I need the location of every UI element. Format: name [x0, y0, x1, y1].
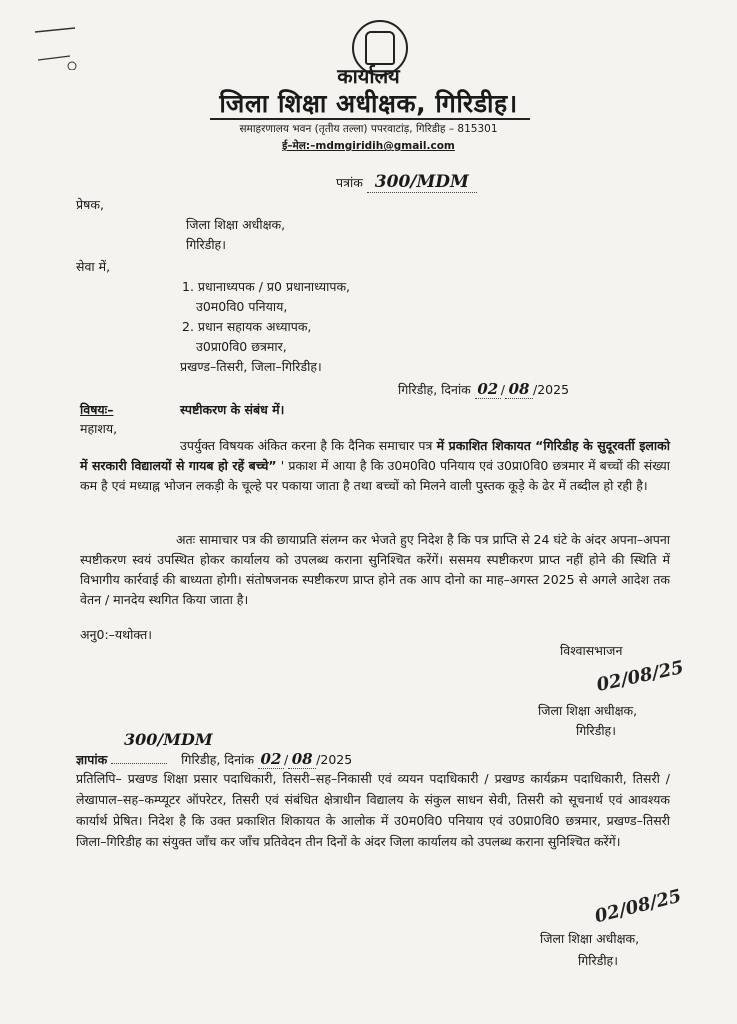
memo-label: ज्ञापांक — [76, 752, 108, 767]
office-name: जिला शिक्षा अधीक्षक, गिरिडीह। — [219, 89, 518, 118]
signature1-title: जिला शिक्षा अधीक्षक, — [538, 703, 638, 718]
sender-label: प्रेषक, — [76, 197, 104, 212]
signature-scribble-1: 02/08/25 — [594, 657, 686, 696]
header-rule — [210, 118, 530, 120]
subject-label: विषयः– — [80, 402, 114, 417]
signature1-place: गिरिडीह। — [576, 723, 616, 738]
enclosure-note: अनु0:–यथोक्त। — [80, 627, 152, 642]
signature2-title: जिला शिक्षा अधीक्षक, — [540, 931, 640, 946]
copy-text: प्रतिलिपि– प्रखण्ड शिक्षा प्रसार पदाधिकारी, तिसरी–सह–निकासी एवं व्ययन पदाधिकारी / प्रखण्ड कार्यक्रम पदाधिकारी, तिसरी / लेखापाल–सह–कम्प्यूटर ऑपरेटर, तिसरी एवं संबंधित क्षेत्राधीन विद्यालय के संकुल साधन सेवी, तिसरी को सूचनार्थ एवं आवश्यक कार्यार्थ प्रेषित। निदेश है कि उक्त प्रकाशित शिकायत के आलोक में उ0म0वि0 पनियाय एवं उ0प्रा0वि0 छत्रमार, प्रखण्ड–तिसरी जिला–गिरिडीह का संयुक्त जाँच कर जाँच प्रतिवेदन तीन दिनों के अंदर जिला कार्यालय को उपलब्ध कराना सुनिश्चित करेंगें। — [76, 771, 670, 849]
memo-handwritten-number: 300/MDM — [124, 730, 213, 749]
memo-date-day: 02 — [258, 750, 284, 769]
recipient-line5: प्रखण्ड–तिसरी, जिला–गिरिडीह। — [180, 359, 322, 374]
recipient-line1: 1. प्रधानाध्यपक / प्र0 प्रधानाध्यापक, — [182, 279, 351, 294]
recipient-line2: उ0म0वि0 पनियाय, — [196, 299, 288, 314]
subject-text: स्पष्टीकरण के संबंध में। — [180, 402, 285, 417]
closing-text: विश्वासभाजन — [560, 643, 623, 658]
letter-date-prefix: गिरिडीह, दिनांक — [398, 382, 471, 397]
body-p1-d: ' प्रकाश में आया है कि उ0म0वि0 पनियाय एवं उ0प्रा0वि0 छत्रमार में बच्चों की संख्या कम है एवं मध्याह्न भोजन लकड़ी के चूल्हे पर पकाया जाता है तथा बच्चों को मिलने वाली पुस्तक कूड़े के ढेर में तब्दील हो रही है। — [80, 458, 670, 493]
letter-date-month: 08 — [505, 380, 533, 399]
body-p1-c: “गिरिडीह के सुदूरवर्ती इलाको में सरकारी विद्यालयों से गायब हो रहें बच्चे” — [80, 438, 670, 473]
sender-line1: जिला शिक्षा अधीक्षक, — [186, 217, 286, 232]
recipient-line4: उ0प्रा0वि0 छत्रमार, — [196, 339, 287, 354]
office-label: कार्यालय — [337, 64, 400, 88]
letter-date-year: /2025 — [533, 382, 570, 397]
body-p1-a: उपर्युक्त विषयक अंकित करना है कि दैनिक समाचार पत्र — [180, 438, 433, 453]
recipient-label: सेवा में, — [76, 259, 111, 274]
sender-line2: गिरिडीह। — [186, 237, 226, 252]
memo-date-year: /2025 — [316, 752, 353, 767]
letter-date: गिरिडीह, दिनांक 02 / 08 /2025 — [398, 380, 570, 398]
office-email: ई–मेल:–mdmgiridih@gmail.com — [282, 140, 455, 152]
letter-number-value: 300/MDM — [367, 172, 477, 193]
office-address: समाहरणालय भवन (तृतीय तल्ला) पपरवाटांड़, गिरिडीह – 815301 — [239, 123, 498, 135]
body-p1-b: में प्रकाशित शिकायत — [436, 438, 531, 453]
memo-date-prefix: गिरिडीह, दिनांक — [181, 752, 254, 767]
letter-date-day: 02 — [475, 380, 501, 399]
salutation: महाशय, — [80, 421, 118, 436]
body-paragraph-2: अतः सामाचार पत्र की छायाप्रति संलग्न कर भेजते हुए निदेश है कि पत्र प्राप्ति से 24 घंटे के अंदर अपना–अपना स्पष्टीकरण स्वयं उपस्थित होकर कार्यालय को उपलब्ध कराना सुनिश्चित करेंगें। ससमय स्पष्टीकरण प्राप्त नहीं होने की स्थिति में विभागीय कार्रवाई की बाध्यता होगी। संतोषजनक स्पष्टीकरण प्राप्त होने तक आप दोनो का माह–अगस्त 2025 से अगले आदेश तक वेतन / मानदेय स्थगित किया जाता है। — [80, 532, 670, 607]
letter-number-label: पत्रांक — [336, 175, 363, 190]
signature2-place: गिरिडीह। — [578, 953, 618, 968]
memo-date-month: 08 — [288, 750, 316, 769]
memo-line: ज्ञापांक गिरिडीह, दिनांक 02 / 08 /2025 — [76, 750, 353, 768]
body-paragraph-1 — [80, 436, 670, 496]
recipient-line3: 2. प्रधान सहायक अध्यापक, — [182, 319, 312, 334]
letter-number — [336, 172, 477, 193]
signature-scribble-2: 02/08/25 — [592, 885, 684, 928]
